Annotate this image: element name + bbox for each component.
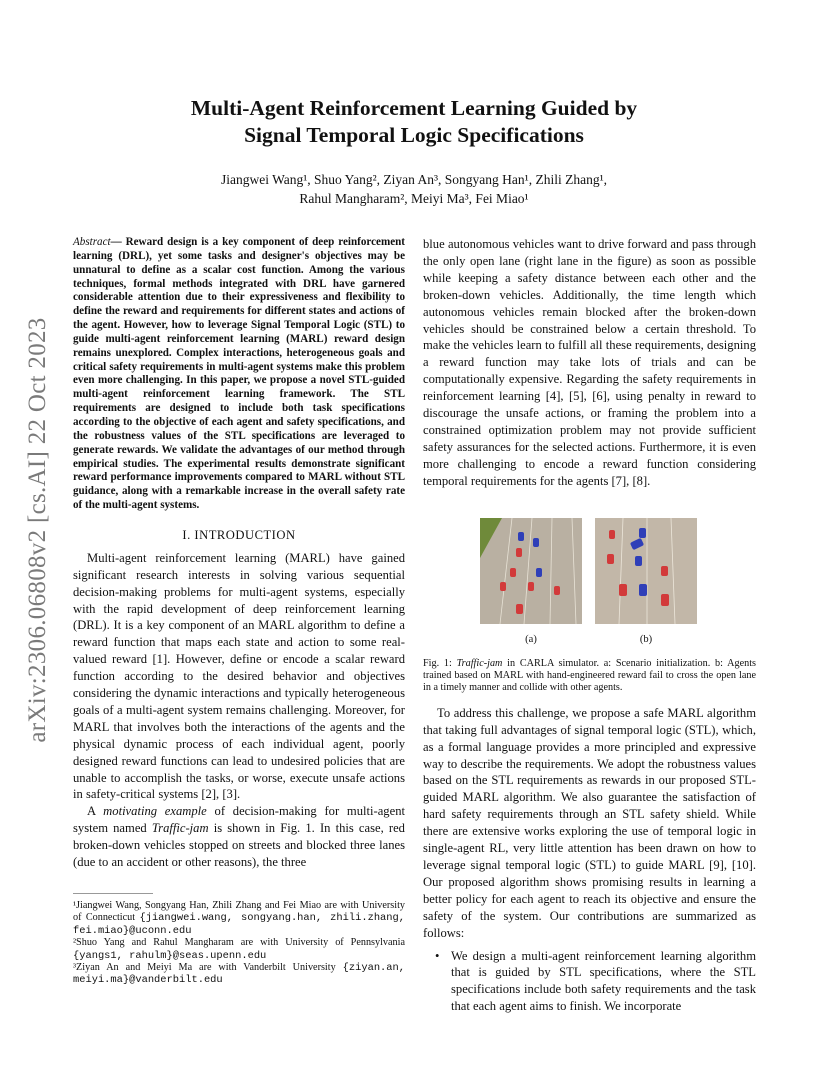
figure-panel-b: [595, 518, 697, 624]
footnotes: [73, 900, 405, 987]
p2-emphasis-1: motivating example: [103, 804, 207, 819]
intro-paragraph-1: Multi-agent reinforcement learning (MARL) have gained significant research interests in solving various sequential decision-making problems for multi-agent systems, especially with the rapid development of deep reinforcement learning (DRL). It is a key component of an MARL algorithm to define a reward function that maps each state and action to some real-valued reward [1]. However, define or encode a scalar reward function according to the desired behavior and objectives considering the dynamic interactions and typically heterogeneous goals of a multi-agent system remains challenging. Moreover, for MARL that involves both the interactions of the agents and the physical dynamic process of each individual agent, poorly designed reward functions can lead to undesired policies that are unable to accomplish the tasks, or worse, execute unsafe actions in safety-critical systems [2], [3].: [73, 550, 405, 802]
blue-car: [533, 538, 539, 547]
red-car: [661, 594, 669, 606]
intro-paragraph-4: To address this challenge, we propose a safe MARL algorithm that taking full advantages of signal temporal logic (STL), which, as a formal language provides a more principled and expressive way to describe the requirements. We adopt the robustness values based on the STL requirements as rewards in our proposed STL-guided MARL algorithm. We also guarantee the satisfaction of hard safety requirements through an STL safety shield. While there are extensive works exploring the use of temporal logic in single-agent RL, very little attention has been drawn on how to leverage signal temporal logic (STL) to guide MARL [9], [10]. Our proposed algorithm shows promising results in learning a better policy for each agent to reach its objective and ensure the safety of the system. Our contributions are summarized as follows:: [423, 705, 756, 940]
arxiv-sidebar: [18, 290, 58, 770]
red-car: [516, 604, 523, 614]
author-list: [100, 170, 728, 208]
caption-text: in CARLA simulator. a: Scenario initialization. b: Agents trained based on MARL with hand-engineered reward fail to cross the open lane in a timely manner and collide with other agents.: [423, 657, 757, 694]
caption-prefix: Fig. 1:: [423, 657, 457, 669]
red-car: [554, 586, 560, 595]
right-column: [423, 236, 756, 1015]
p2-part-a: A: [87, 804, 104, 819]
footnote-1-email: {jiangwei.wang, songyang.han, zhili.zhang, fei.miao}@uconn.edu: [73, 912, 406, 937]
contribution-bullet-1: [423, 948, 756, 1016]
p2-part-c: is shown in Fig. 1. In this case, red broken-down vehicles stopped on streets and blocked three lanes (due to an accident or other reasons), the three: [73, 821, 405, 870]
abstract: [73, 236, 405, 513]
blue-car: [518, 532, 524, 541]
footnote-rule: [73, 893, 153, 894]
bullet-text: We design a multi-agent reinforcement learning algorithm that is guided by STL specifications, where the STL specifications include both safety requirements and the task that each agent aims to finish. We incorporate: [451, 948, 756, 1014]
red-car: [619, 584, 627, 596]
red-car: [609, 530, 615, 539]
footnote-2: [73, 937, 405, 962]
blue-car: [536, 568, 542, 577]
figure-1: [423, 508, 756, 658]
footnote-1: [73, 900, 405, 937]
red-car: [661, 566, 668, 576]
red-car: [528, 582, 534, 591]
figure-label-b: (b): [639, 633, 653, 645]
footnote-3-email: {ziyan.an, meiyi.ma}@vanderbilt.edu: [73, 962, 405, 987]
authors-line-2: Rahul Mangharam², Meiyi Ma³, Fei Miao¹: [299, 191, 529, 206]
footnote-1-text: ¹Jiangwei Wang, Songyang Han, Zhili Zhang and Fei Miao are with University of Connecticut: [73, 900, 405, 924]
authors-line-1: Jiangwei Wang¹, Shuo Yang², Ziyan An³, Songyang Han¹, Zhili Zhang¹,: [220, 172, 607, 187]
red-car: [607, 554, 614, 564]
footnote-2-text: ²Shuo Yang and Rahul Mangharam are with University of Pennsylvania: [73, 937, 405, 949]
intro-paragraph-2: [73, 803, 405, 871]
p2-part-b: of decision-making for multi-agent system named: [73, 804, 405, 836]
blue-car: [639, 584, 647, 596]
intro-paragraph-3: blue autonomous vehicles want to drive forward and pass through the only open lane (right lane in the figure) as soon as possible while keeping a safety distance between each other and the broken-down vehicles. Additionally, the time length which autonomous vehicles remain blocked after the broken-down vehicles should be constrained below a certain threshold. To make the vehicles learn to fulfill all these requirements, designing a reward function may take lots of trials and can be computationally expensive. Regarding the safety requirements in reinforcement learning [4], [5], [6], using penalty in reward to discourage the unsafe actions, or framing the problem into a constrained optimization problem may not provide sufficient safety assurances for the selected actions. Furthermore, it is even more challenging to encode a reward function considering temporal requirements for the agents [7], [8].: [423, 237, 756, 488]
blue-car: [635, 556, 642, 566]
red-car: [500, 582, 506, 591]
section-heading-introduction: I. INTRODUCTION: [182, 527, 296, 542]
figure-label-a: (a): [525, 633, 537, 645]
footnote-3: [73, 962, 405, 987]
red-car: [510, 568, 516, 577]
figure-panel-a: [480, 518, 582, 624]
title-line-2: Signal Temporal Logic Specifications: [244, 123, 584, 147]
footnote-2-email: {yangs1, rahulm}@seas.upenn.edu: [73, 949, 267, 962]
caption-emphasis: Traffic-jam: [456, 657, 503, 669]
arxiv-id: arXiv:2306.06808v2 [cs.AI] 22 Oct 2023: [24, 317, 51, 743]
paper-title: [100, 95, 728, 149]
abstract-text: — Reward design is a key component of deep reinforcement learning (DRL), yet some tasks and designer's objectives may be unnatural to define as a scalar cost function. Among the various techniques, formal methods integrated with DRL have garnered considerable attention due to their expressiveness and flexibility to define the reward and requirements for different states and actions of the agent. However, how to leverage Signal Temporal Logic (STL) to guide multi-agent reinforcement learning (MARL) reward design remains unexplored. Complex interactions, heterogeneous goals and critical safety requirements in multi-agent systems make this problem even more challenging. In this paper, we propose a novel STL-guided multi-agent reinforcement learning framework. The STL requirements are designed to include both task specifications according to the objective of each agent and safety specifications, and the robustness values of the STL specifications are leveraged to generate rewards. We validate the advantages of our method through empirical studies. The experimental results demonstrate significant reward performance improvements compared to MARL without STL guidance, along with a remarkable increase in the overall safety rate of the multi-agent systems.: [73, 236, 405, 512]
footnote-3-text: ³Ziyan An and Meiyi Ma are with Vanderbilt University: [73, 962, 343, 974]
blue-car: [639, 528, 646, 538]
p2-emphasis-2: Traffic-jam: [151, 821, 209, 836]
figure-caption: [423, 658, 756, 695]
abstract-label: Abstract: [73, 236, 111, 248]
left-column: [73, 236, 405, 987]
bullet-dot: •: [435, 948, 440, 963]
red-car: [516, 548, 522, 557]
title-line-1: Multi-Agent Reinforcement Learning Guided by: [190, 96, 638, 120]
